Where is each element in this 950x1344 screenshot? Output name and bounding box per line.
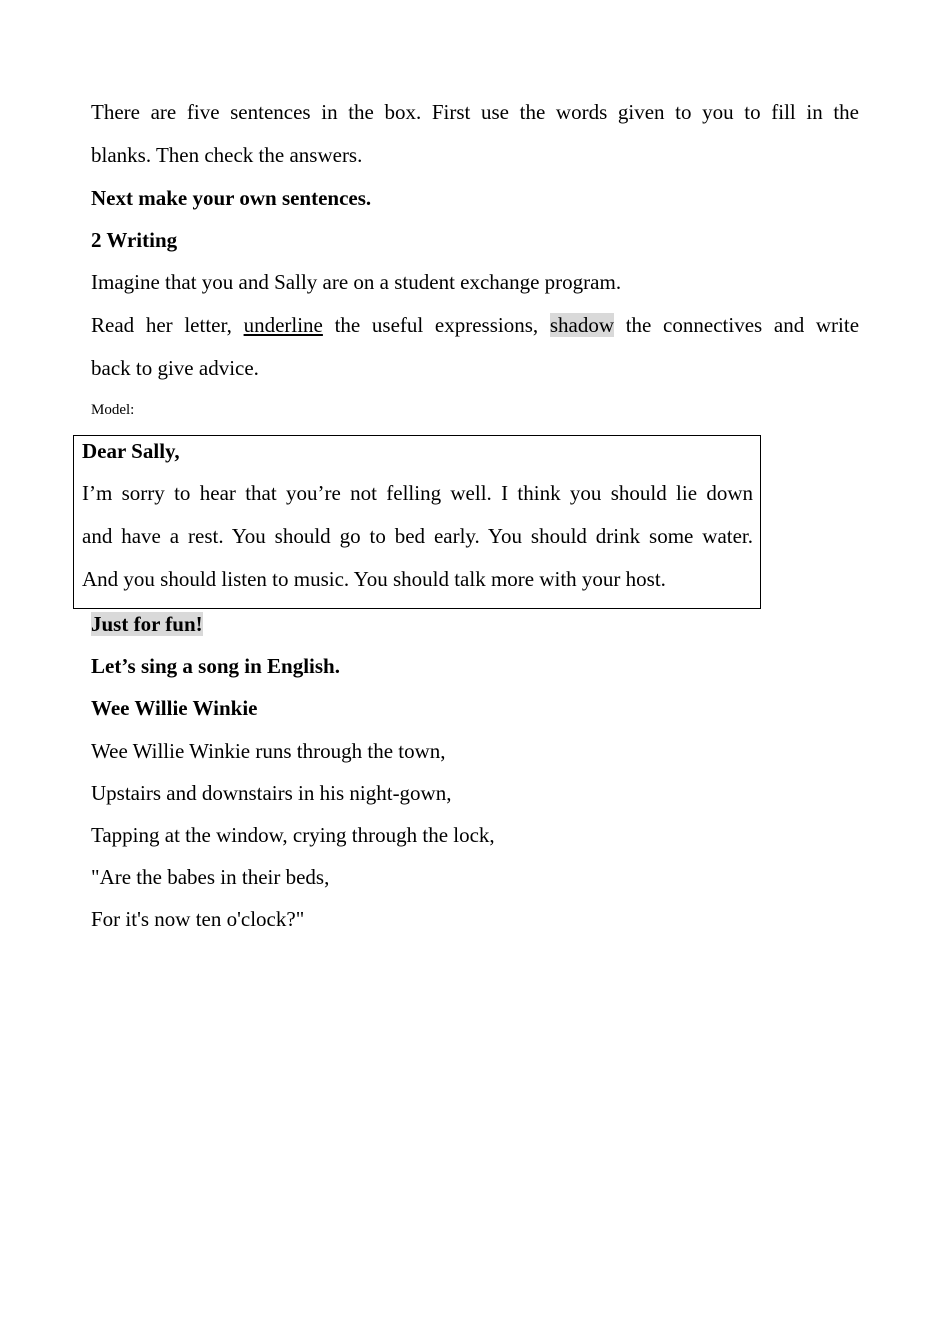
intro-line-1: There are five sentences in the box. First use the words given to you to fill in the: [91, 100, 859, 124]
song-line: "Are the babes in their beds,: [91, 865, 330, 889]
shadow-word: shadow: [549, 313, 615, 337]
song-line: Wee Willie Winkie runs through the town,: [91, 739, 446, 763]
letter-line-1: I’m sorry to hear that you’re not felling well. I think you should lie down: [82, 481, 753, 505]
letter-greeting: Dear Sally,: [82, 439, 180, 463]
writing-line-2: [91, 312, 859, 338]
song-line: Tapping at the window, crying through the lock,: [91, 823, 495, 847]
intro-line-3: Next make your own sentences.: [91, 186, 372, 210]
fun-subheading: Let’s sing a song in English.: [91, 654, 340, 678]
fun-heading: [91, 611, 203, 637]
fun-heading-text: Just for fun!: [91, 612, 203, 636]
writing-line-1: Imagine that you and Sally are on a student exchange program.: [91, 270, 622, 294]
letter-line-3: And you should listen to music. You should talk more with your host.: [82, 567, 666, 591]
song-title: Wee Willie Winkie: [91, 696, 258, 720]
letter-line-2: and have a rest. You should go to bed early. You should drink some water.: [82, 524, 753, 548]
writing-heading: 2 Writing: [91, 228, 178, 252]
song-line: For it's now ten o'clock?": [91, 907, 305, 931]
intro-line-2: blanks. Then check the answers.: [91, 143, 363, 167]
model-label: Model:: [91, 402, 135, 418]
writing-read-pre: Read her letter,: [91, 313, 232, 337]
underline-word: underline: [243, 313, 323, 337]
writing-read-post: the connectives and write: [625, 313, 860, 337]
writing-read-mid: the useful expressions,: [334, 313, 539, 337]
song-line: Upstairs and downstairs in his night-gown,: [91, 781, 452, 805]
writing-line-3: back to give advice.: [91, 356, 259, 380]
letter-box: [73, 435, 761, 609]
